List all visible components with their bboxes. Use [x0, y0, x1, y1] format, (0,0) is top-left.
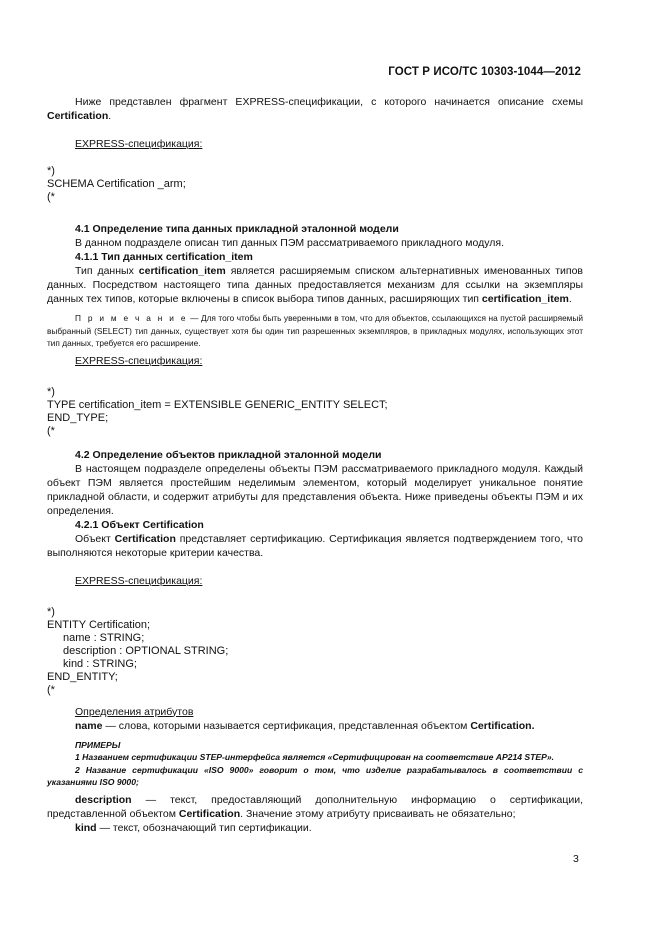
section-4-1-heading: 4.1 Определение типа данных прикладной эталонной модели — [75, 223, 399, 235]
attr-description-definition: description — текст, предоставляющий дополнительную информацию о сертификации, представленной объектом Certification. Значение этому атрибуту присваивать не обязательно; — [47, 793, 583, 820]
example-1: 1 Названием сертификации STEP-интерфейса является «Сертифицирован на соответствие AP214 STEP». — [75, 752, 555, 762]
section-4-1-paragraph: В данном подразделе описан тип данных ПЭМ рассматриваемого прикладного модуля. — [75, 237, 505, 249]
section-4-2-paragraph: В настоящем подразделе определены объекты ПЭМ рассматриваемого прикладного модуля. Каждый объект ПЭМ является простейшим неделимым элементом, который моделирует уникальное понятие прикладной области, и содержит атрибуты для представления объекта. Ниже приведены объекты ПЭМ и их определения. — [47, 462, 583, 517]
code-block-type — [47, 386, 583, 438]
code-block-schema — [47, 165, 583, 204]
code-line: kind : STRING; — [63, 657, 137, 670]
certification-item-paragraph: Тип данных certification_item является расширяемым списком альтернативных именованных типов данных. Посредством настоящего типа данных предоставляется механизм для ссылки на экземпляры данных тех типов, которые включены в список выбора типов данных, расширяющих тип certification_item. — [47, 265, 583, 305]
code-line: (* — [47, 191, 55, 203]
code-line: END_ENTITY; — [47, 670, 118, 683]
code-line: ENTITY Certification; — [47, 618, 151, 631]
attr-kind-definition: kind — текст, обозначающий тип сертификации. — [75, 821, 312, 834]
example-2: 2 Название сертификации «ISO 9000» говорит о том, что изделие разрабатывалось в соответствии с указаниями ISO 9000; — [47, 764, 583, 787]
code-line: END_TYPE; — [47, 411, 109, 424]
express-label: EXPRESS-спецификация: — [75, 574, 203, 587]
code-line: SCHEMA Certification _arm; — [47, 178, 186, 190]
code-line: *) — [47, 385, 55, 398]
code-line: name : STRING; — [63, 631, 145, 644]
code-block-entity — [47, 606, 583, 697]
page-number: 3 — [573, 853, 579, 865]
code-line: (* — [47, 683, 55, 696]
section-4-2-heading: 4.2 Определение объектов прикладной эталонной модели — [75, 448, 382, 461]
note-paragraph: П р и м е ч а н и е — Для того чтобы быть уверенными в том, что для объектов, ссылающихся на пустой расширяемый выбранный (SELECT) тип данных, существует хотя бы один тип разрешенных экземпляров, в прикладных модулях, использующих этот тип данных, требуется его расширение. — [47, 313, 583, 348]
code-line: description : OPTIONAL STRING; — [63, 644, 229, 657]
attr-name-definition: name — слова, которыми называется сертификация, представленная объектом Certification. — [75, 719, 535, 732]
page-content — [47, 95, 583, 835]
standard-code-header: ГОСТ Р ИСО/ТС 10303-1044—2012 — [388, 66, 581, 78]
attributes-label: Определения атрибутов — [75, 705, 194, 718]
code-line: *) — [47, 165, 55, 177]
express-label: EXPRESS-спецификация: — [75, 354, 203, 367]
examples-heading: ПРИМЕРЫ — [75, 739, 121, 750]
certification-object-paragraph: Объект Certification представляет сертификацию. Сертификация является подтверждением того, что выполняются некоторые критерии качества. — [47, 532, 583, 559]
section-4-1-1-heading: 4.1.1 Тип данных certification_item — [75, 251, 253, 263]
code-line: *) — [47, 605, 55, 618]
intro-paragraph: Ниже представлен фрагмент EXPRESS-спецификации, с которого начинается описание схемы Certification. — [47, 96, 583, 122]
section-4-2-1-heading: 4.2.1 Объект Certification — [75, 518, 204, 531]
code-line: TYPE certification_item = EXTENSIBLE GENERIC_ENTITY SELECT; — [47, 398, 388, 411]
express-label: EXPRESS-спецификация: — [75, 138, 203, 150]
code-line: (* — [47, 424, 55, 437]
